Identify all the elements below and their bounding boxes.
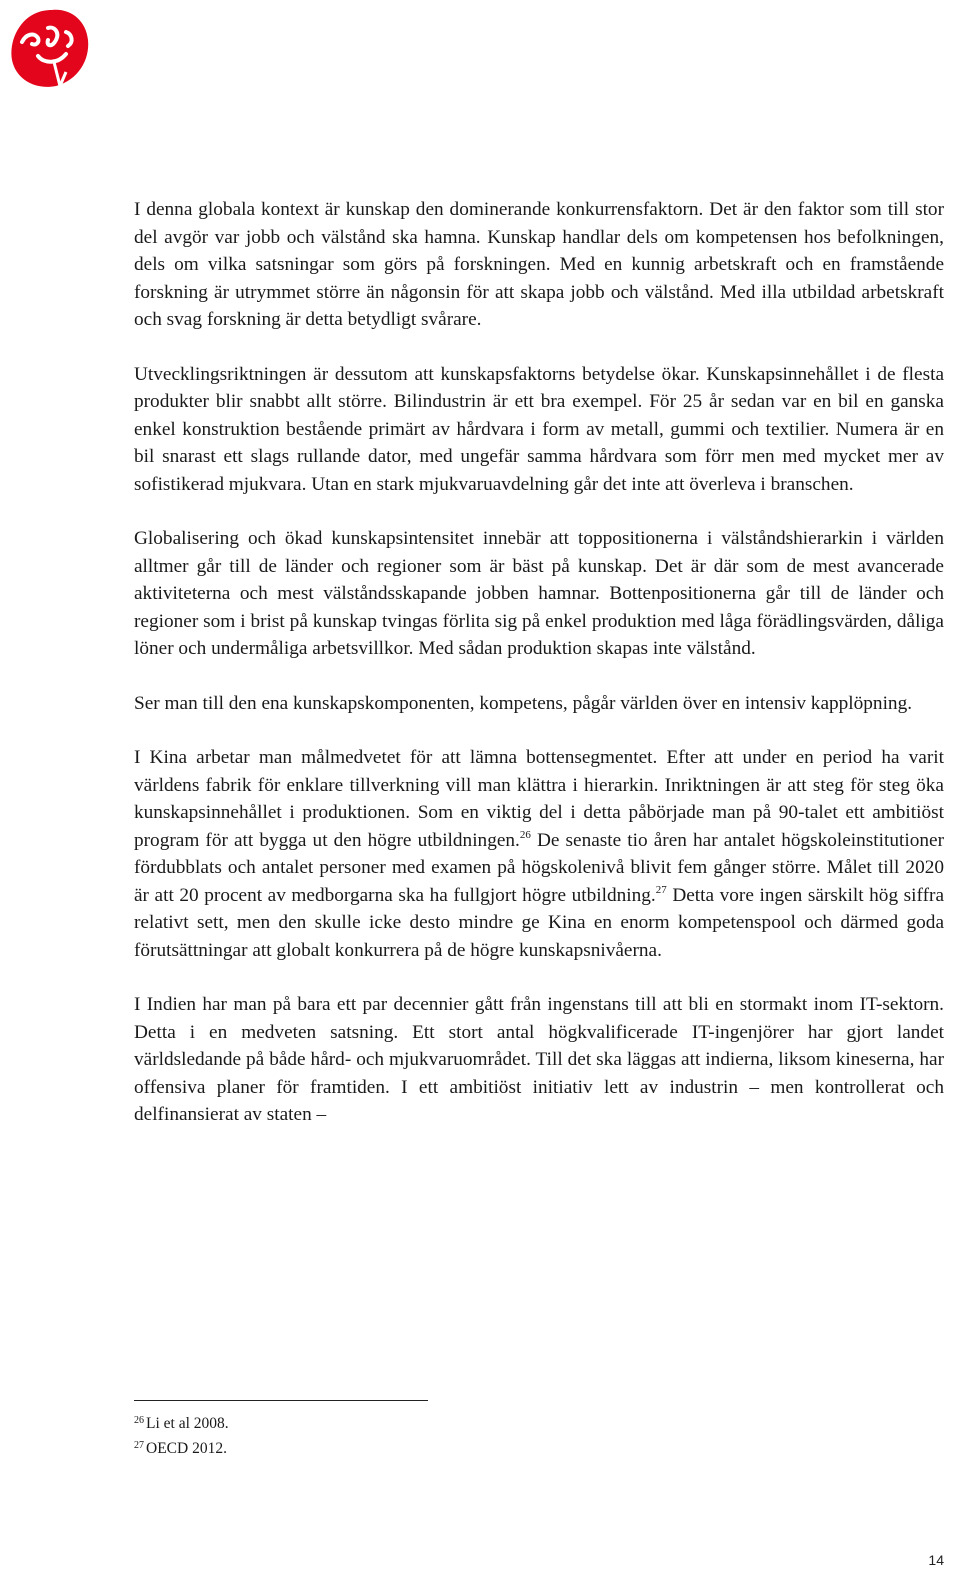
footnotes	[134, 1410, 634, 1460]
paragraph-competence-race: Ser man till den ena kunskapskomponenten, kompetens, pågår världen över en intensiv kapplöpning.	[134, 692, 913, 714]
footnote-text: Li et al 2008.	[146, 1415, 229, 1432]
footnote-number: 26	[134, 1415, 144, 1426]
paragraph-china-part-b: De senaste tio åren har antalet högskoleinstitutioner fördubblats och antalet personer med examen på högskolenivå blivit fem gånger större. Målet till 2020 är att 20 procent av medborgarna ska ha fullgjort högre utbildning.	[134, 829, 944, 906]
document-body	[134, 196, 944, 1156]
paragraph-china	[134, 744, 944, 964]
paragraph-development-direction: Utvecklingsriktningen är dessutom att kunskapsfaktorns betydelse ökar. Kunskapsinnehållet i de flesta produkter blir snabbt allt större. Bilindustrin är ett bra exempel. För 25 år sedan var en bil en ganska enkel konstruktion bestående primärt av hårdvara i form av metall, gummi och textilier. Numera är en bil snarast ett slags rullande dator, med ungefär samma hårdvara som förr men med mycket mer av sofistikerad mjukvara. Utan en stark mjukvaruavdelning går det inte att överleva i branschen.	[134, 363, 944, 495]
footnote-26	[134, 1410, 634, 1435]
footnote-ref-26[interactable]: 26	[519, 828, 531, 841]
paragraph-globalisation: Globalisering och ökad kunskapsintensitet innebär att toppositionerna i välståndshierarkin i världen alltmer går till de länder och regioner som är bäst på kunskap. Det är där som de mest avancerade aktiviteterna och mest välståndsskapande jobben hamnar. Bottenpositionerna går till de länder och regioner som i brist på kunskap tvingas förlita sig på enkel produktion med låga förädlingsvärden, dåliga löner och undermåliga arbetsvillkor. Med sådan produktion skapas inte välstånd.	[134, 528, 944, 659]
paragraph-china-part-c: Detta vore ingen särskilt hög siffra relativt sett, men den skulle icke desto mindre ge Kina en enorm kompetenspool och därmed goda förutsättningar att globalt konkurrera på de högre kunskapsnivåerna.	[134, 884, 944, 961]
footnote-text: OECD 2012.	[146, 1440, 227, 1457]
paragraph-knowledge-context: I denna globala kontext är kunskap den dominerande konkurrensfaktorn. Det är den faktor som till stor del avgör var jobb och välstånd ska hamna. Kunskap handlar dels om kompetensen hos befolkningen, dels om vilka satsningar som görs på forskningen. Med en kunnig arbetskraft och en framstående forskning är utrymmet större än någonsin för att skapa jobb och välstånd. Med illa utbildad arbetskraft och svag forskning är detta betydligt svårare.	[134, 199, 944, 330]
page-number: 14	[928, 1552, 944, 1568]
footnote-separator	[134, 1400, 428, 1401]
footnote-27	[134, 1435, 634, 1460]
paragraph-india: I Indien har man på bara ett par decennier gått från ingenstans till att bli en stormakt inom IT-sektorn. Detta i en medveten satsning. Ett stort antal högkvalificerade IT-ingenjörer har gjort landet världsledande på både hård- och mjukvaruområdet. Till det ska läggas att indierna, liksom kineserna, har offensiva planer för framtiden. I ett ambitiöst initiativ lett av industrin – men kontrollerat och delfinansierat av staten –	[134, 994, 944, 1125]
paragraph-china-part-a: I Kina arbetar man målmedvetet för att lämna bottensegmentet. Efter att under en period ha varit världens fabrik för enklare tillverkning vill man klättra i hierarkin. Inriktningen är att steg för steg öka kunskapsinnehållet i produktionen. Som en viktig del i detta påbörjade man på 90-talet ett ambitiöst program för att bygga ut den högre utbildningen.	[134, 747, 944, 851]
red-rose-logo-icon	[8, 6, 92, 92]
footnote-number: 27	[134, 1440, 144, 1451]
footnote-ref-27[interactable]: 27	[655, 883, 667, 896]
